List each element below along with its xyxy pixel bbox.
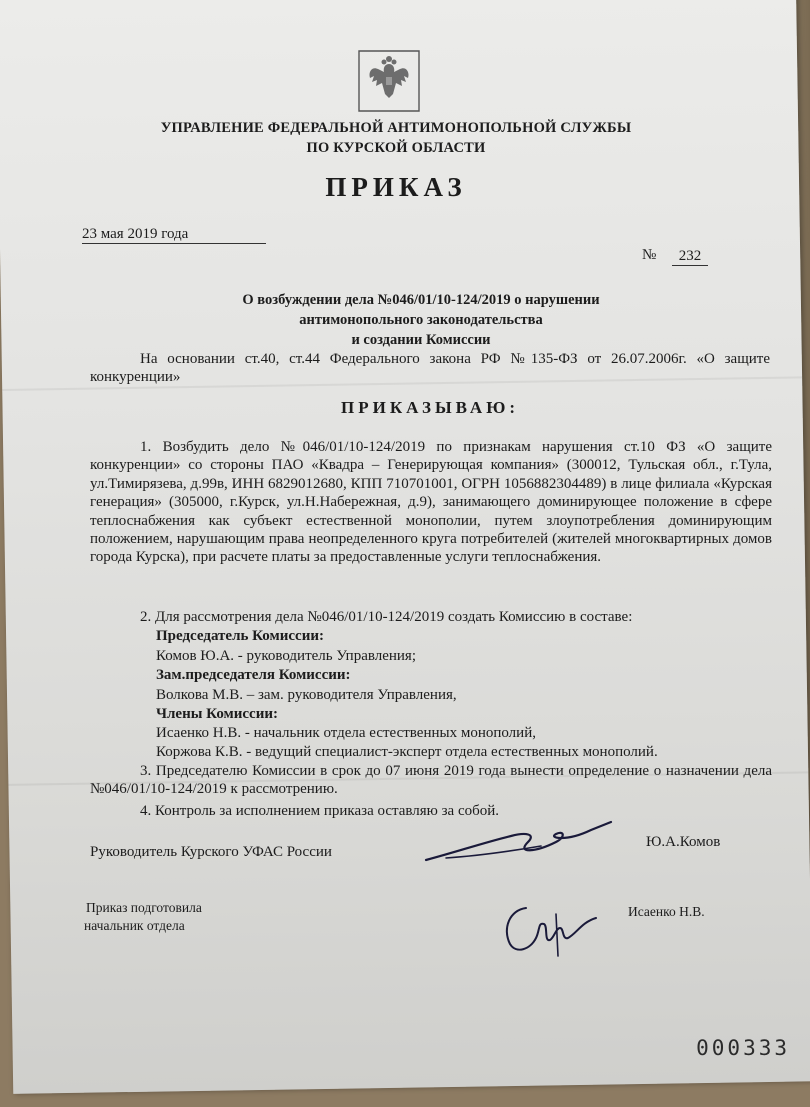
organization-region: ПО КУРСКОЙ ОБЛАСТИ bbox=[306, 140, 486, 156]
signer-position: Руководитель Курского УФАС России bbox=[90, 844, 332, 860]
commission-member: Коржова К.В. - ведущий специалист-эксперт отдела естественных монополий. bbox=[156, 744, 658, 760]
preparer-signature bbox=[496, 894, 606, 964]
chair-label: Председатель Комиссии: bbox=[156, 628, 324, 644]
deputy-label: Зам.председателя Комиссии: bbox=[156, 667, 351, 683]
subject-line: О возбуждении дела №046/01/10-124/2019 о нарушении bbox=[242, 292, 600, 308]
order-heading: ПРИКАЗЫВАЮ: bbox=[340, 398, 520, 417]
members-label: Члены Комиссии: bbox=[156, 706, 278, 722]
number-label: № bbox=[642, 246, 657, 263]
order-item-3: 3. Председателю Комиссии в срок до 07 июня 2019 года вынести определение о назначении дела №046/01/10-124/2019 к рассмотрению. bbox=[90, 763, 772, 798]
document-number: 232 bbox=[672, 248, 708, 266]
legal-basis: На основании ст.40, ст.44 Федерального закона РФ №135-ФЗ от 26.07.2006г. «О защите конкуренции» bbox=[90, 351, 770, 385]
document-subject bbox=[201, 290, 641, 350]
document-serial-number: 000333 bbox=[696, 1036, 790, 1060]
director-signature bbox=[416, 812, 616, 872]
subject-line: и создании Комиссии bbox=[351, 332, 491, 348]
order-item-1: 1. Возбудить дело №046/01/10-124/2019 по признакам нарушения ст.10 ФЗ «О защите конкуренции» со стороны ПАО «Квадра – Генерирующая компания» (300012, Тульская обл., г.Тула, ул.Тимирязева, д.99в, ИНН 6829012680, КПП 710701001, ОГРН 1056882304489) в лице филиала «Курская генерация» (305000, г.Курск, ул.Н.Набережная, д.9), занимающего доминирующее положение в сфере теплоснабжения как субъект естественной монополии, путем злоупотребления доминирующим положением, нарушающим права неопределенного круга потребителей (жителей многоквартирных домов города Курска), при расчете платы за предоставленные услуги теплоснабжения. bbox=[90, 439, 772, 566]
subject-line: антимонопольного законодательства bbox=[299, 312, 543, 329]
preparer-name: Исаенко Н.В. bbox=[628, 904, 705, 919]
signer-name: Ю.А.Комов bbox=[646, 834, 721, 850]
chair-member: Комов Ю.А. - руководитель Управления; bbox=[156, 648, 417, 664]
preparer-position: начальник отдела bbox=[84, 918, 185, 933]
prepared-by-label: Приказ подготовила bbox=[86, 900, 202, 915]
coat-of-arms-icon bbox=[358, 50, 420, 112]
document-title: ПРИКАЗ bbox=[325, 172, 467, 202]
order-item-2: 2. Для рассмотрения дела №046/01/10-124/2019 создать Комиссию в составе: bbox=[140, 609, 633, 625]
deputy-member: Волкова М.В. – зам. руководителя Управления, bbox=[156, 687, 457, 703]
document-date: 23 мая 2019 года bbox=[82, 226, 266, 244]
commission-member: Исаенко Н.В. - начальник отдела естественных монополий, bbox=[156, 725, 536, 741]
organization-name: УПРАВЛЕНИЕ ФЕДЕРАЛЬНОЙ АНТИМОНОПОЛЬНОЙ СЛУЖБЫ bbox=[160, 119, 632, 136]
order-item-4: 4. Контроль за исполнением приказа оставляю за собой. bbox=[140, 803, 500, 819]
